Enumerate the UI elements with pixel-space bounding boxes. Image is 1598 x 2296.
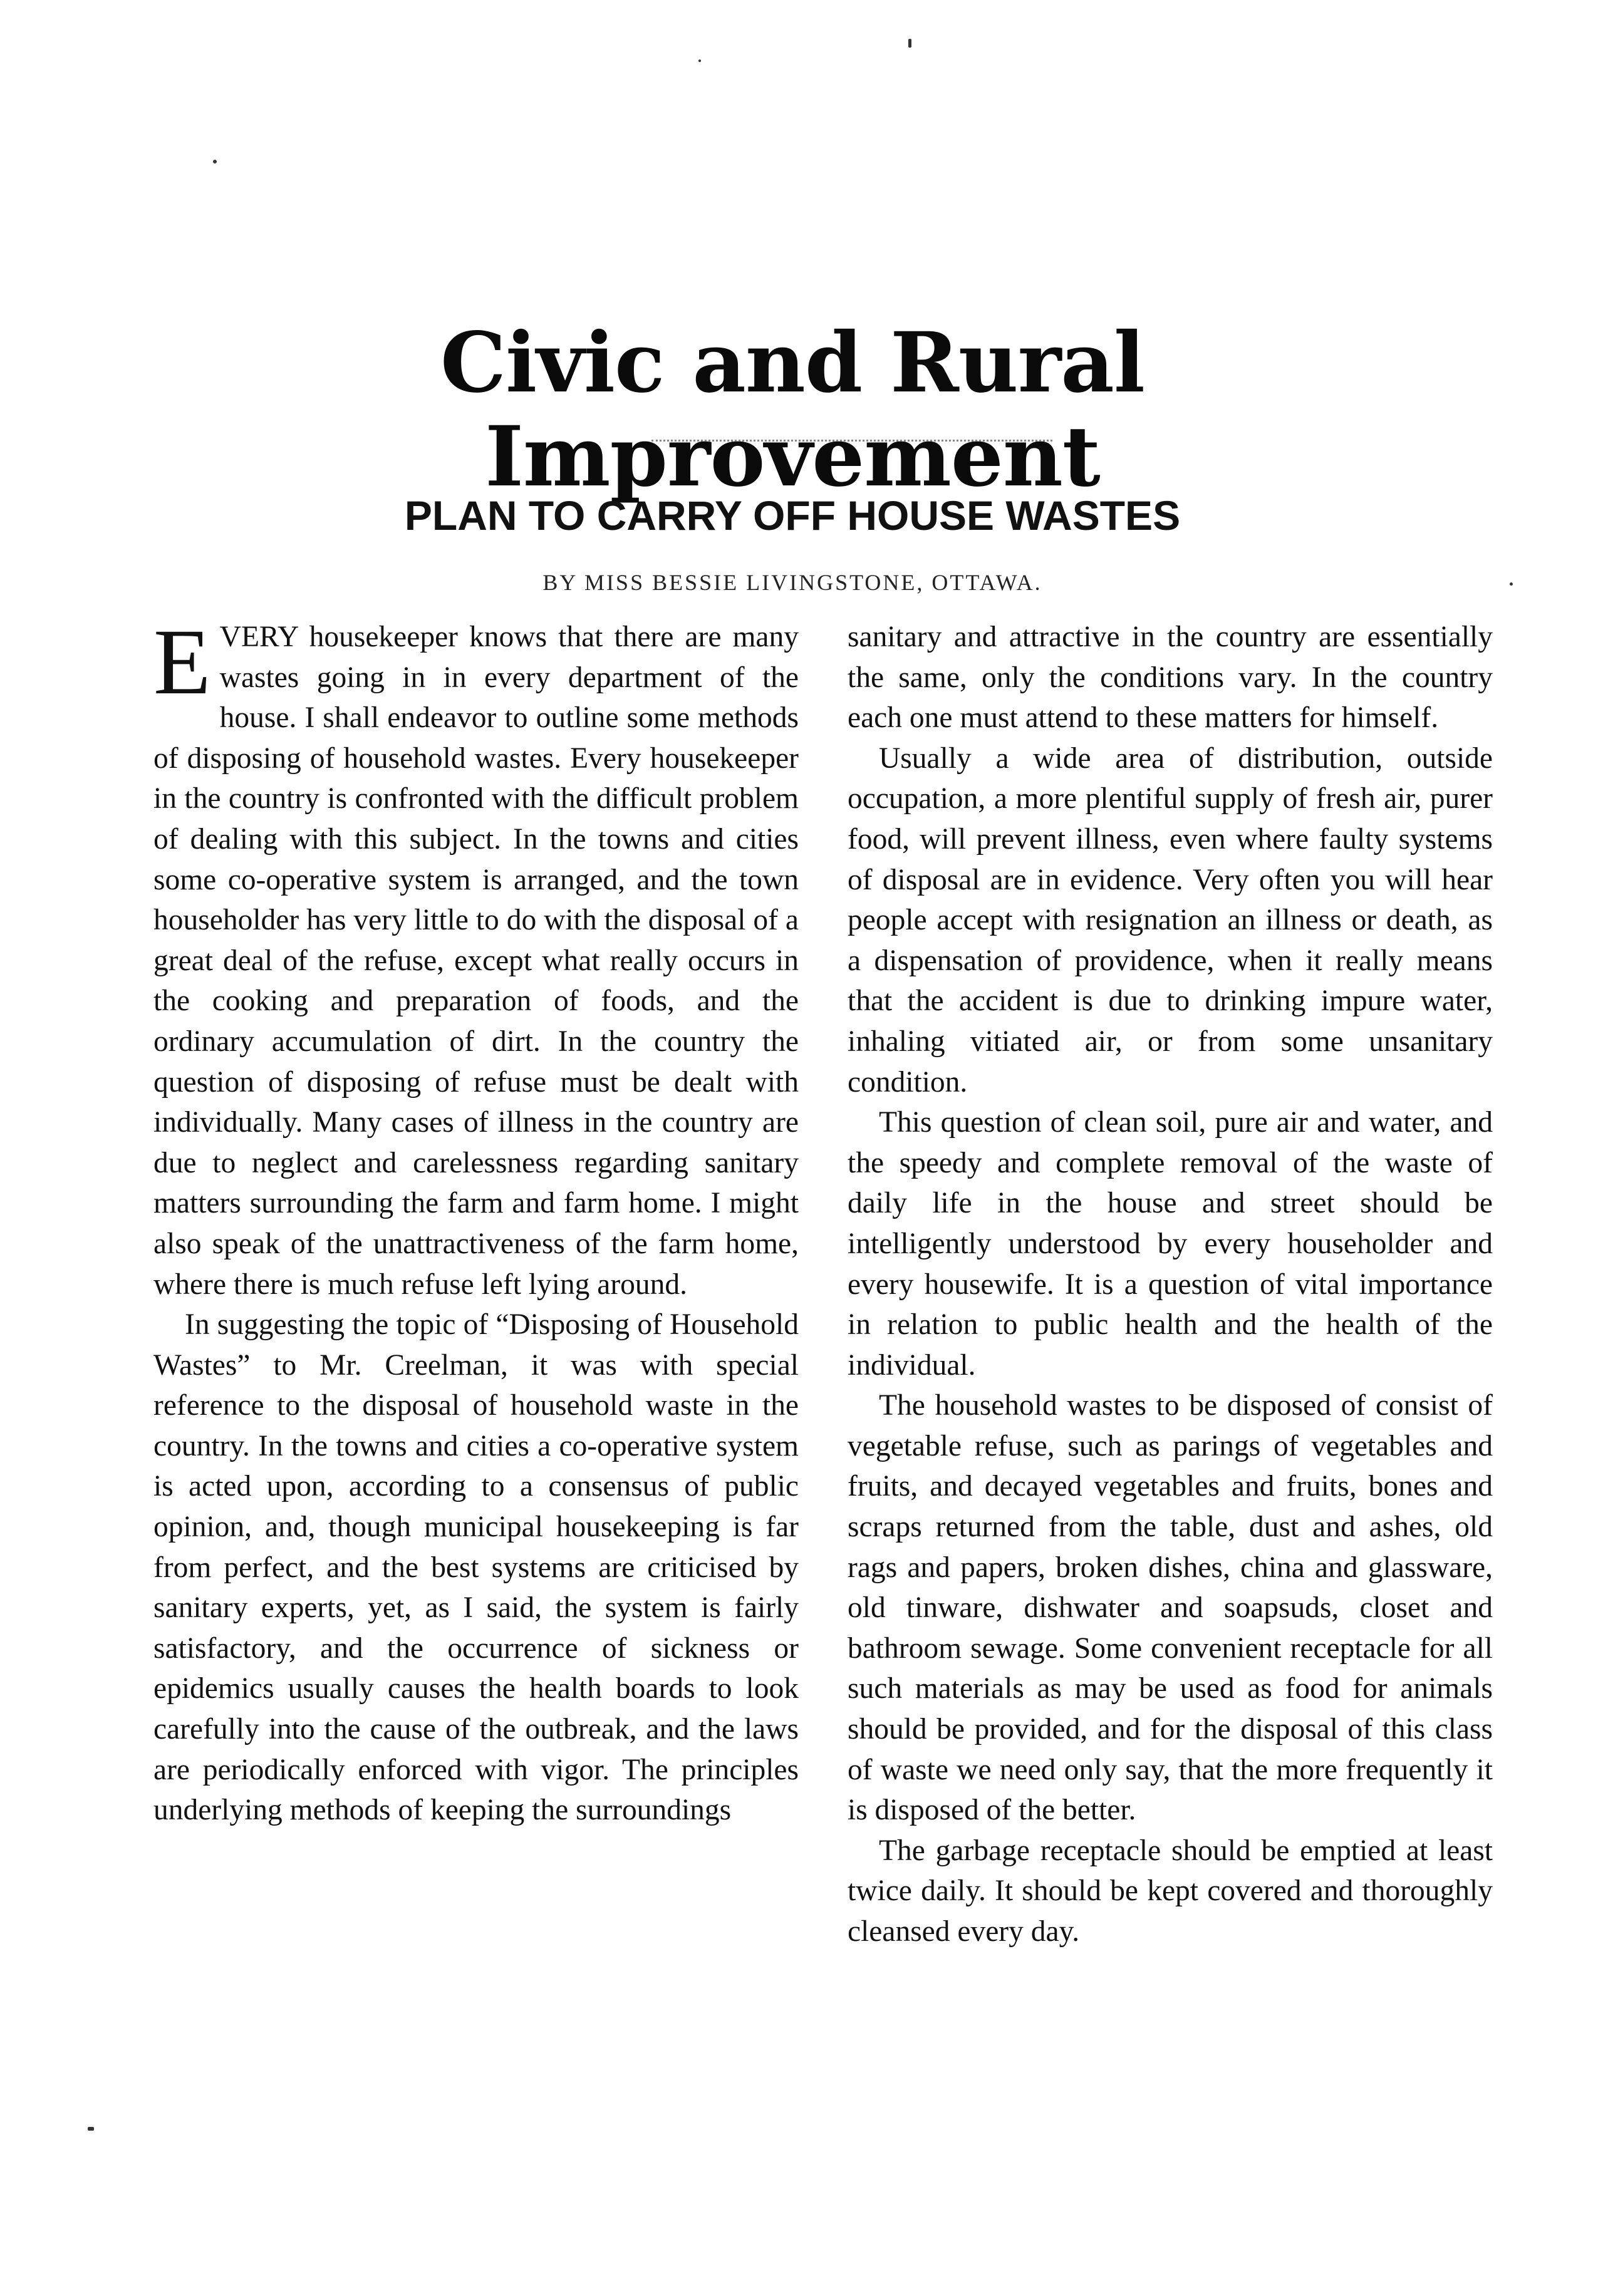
scan-speck — [698, 59, 701, 62]
right-column — [848, 617, 1493, 1952]
paragraph — [153, 610, 799, 1305]
scan-speck — [908, 39, 911, 48]
scan-speck — [213, 160, 217, 163]
drop-cap: E — [153, 610, 211, 714]
article-title: PLAN TO CARRY OFF HOUSE WASTES — [404, 492, 1181, 539]
title-rule — [651, 440, 1052, 447]
section-title: Civic and Rural Improvement — [440, 314, 1144, 505]
paragraph: The garbage receptacle should be emptied at least twice daily. It should be kept covered and thoroughly cleansed every day. — [848, 1834, 1493, 1948]
scan-speck — [88, 2127, 94, 2131]
byline: BY MISS BESSIE LIVINGSTONE, OTTAWA. — [542, 570, 1042, 595]
left-column — [153, 610, 799, 1831]
paragraph-text: VERY housekeeper knows that there are many wastes going in in every department of the house. I shall endeavor to outline some methods of disposing of household wastes. Every housekeeper in the country is confronted with the difficult problem of dealing with this subject. In the towns and cities some co-operative system is arranged, and the town householder has very little to do with the disposal of a great deal of the refuse, except what really occurs in the cooking and preparation of foods, and the ordinary accumulation of dirt. In the country the question of disposing of refuse must be dealt with individually. Many cases of illness in the country are due to neglect and carelessness regarding sanitary matters surrounding the farm and farm home. I might also speak of the unattractiveness of the farm home, where there is much refuse left lying around. — [153, 621, 799, 1301]
paragraph: In suggesting the topic of “Disposing of Household Wastes” to Mr. Creelman, it was with special reference to the disposal of household waste in the country. In the towns and cities a co-operative system is acted upon, according to a consensus of public opinion, and, though municipal housekeeping is far from perfect, and the best systems are criticised by sanitary experts, yet, as I said, the system is fairly satisfactory, and the occurrence of sickness or epidemics usually causes the health boards to look carefully into the cause of the outbreak, and the laws are periodically enforced with vigor. The principles underlying methods of keeping the surroundings — [153, 1308, 799, 1827]
paragraph: The household wastes to be disposed of consist of vegetable refuse, such as parings of vegetables and fruits, and decayed vegetables and fruits, bones and scraps returned from the table, dust and ashes, old rags and papers, broken dishes, china and glassware, old tinware, dishwater and soapsuds, closet and bathroom sewage. Some convenient receptacle for all such materials as may be used as food for animals should be provided, and for the disposal of this class of waste we need only say, that the more frequently it is disposed of the better. — [848, 1389, 1493, 1827]
paragraph: This question of clean soil, pure air and water, and the speedy and complete removal of the waste of daily life in the house and street should be intelligently understood by every householder and every housewife. It is a question of vital importance in relation to public health and the health of the individual. — [848, 1106, 1493, 1382]
scan-speck — [1510, 582, 1513, 586]
paragraph: sanitary and attractive in the country are essentially the same, only the conditions vary. In the country each one must attend to these matters for himself. — [848, 621, 1493, 735]
paragraph: Usually a wide area of distribution, outside occupation, a more plentiful supply of fresh air, purer food, will prevent illness, even where faulty systems of disposal are in evidence. Very often you will hear people accept with resignation an illness or death, as a dispensation of providence, when it really means that the accident is due to drinking impure water, inhaling vitiated air, or from some unsanitary condition. — [848, 742, 1493, 1099]
